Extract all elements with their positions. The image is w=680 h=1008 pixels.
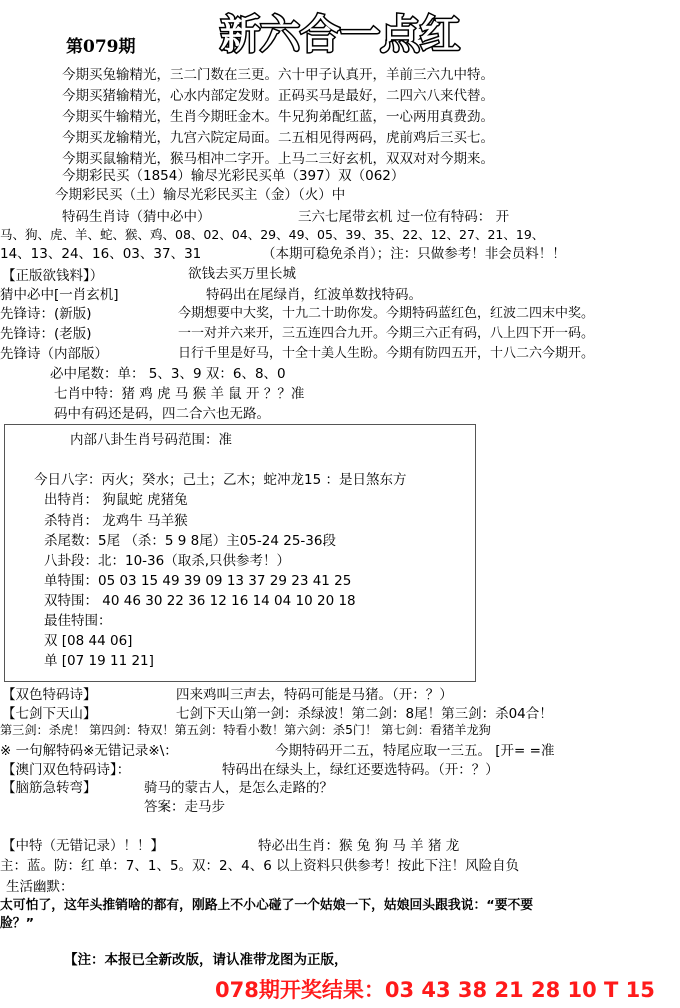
riddle-text: 今期特码开二五，特尾应取一三五。 [开= =准: [275, 743, 555, 759]
humor-line-2: 脸？”: [0, 916, 35, 931]
poem-line: 今期买鼠输精光，猴马相冲二字开。上马二三好玄机，双双对对今期来。: [62, 151, 494, 167]
riddle-label: ※ 一句解特码※无错记录※\：: [0, 743, 178, 759]
colour-poem-label: 【双色特码诗】: [2, 687, 97, 703]
pioneer-label: 先锋诗：(新版): [0, 306, 92, 322]
macau-label: 【澳门双色特码诗】：: [2, 762, 131, 778]
special-label: 特码生肖诗（猜中必中）: [62, 209, 211, 225]
colour-line-2: 今期彩民买（土）输尽光彩民买主（金）（火）中: [55, 187, 346, 203]
box-best-single: 单 [07 19 11 21]: [44, 653, 154, 669]
masthead-logo: [190, 4, 490, 62]
poem-line: 今期买兔输精光，三二门数在三更。六十甲子认真开，羊前三六九中特。: [62, 67, 494, 83]
middle-label: 【中特（无错记录）！！】: [2, 838, 164, 854]
pioneer-label: 先锋诗：(老版): [0, 326, 92, 342]
special-tail: 三六七尾带玄机 过一位有特码： 开: [298, 209, 510, 225]
box-best: 最佳特围：: [44, 613, 112, 629]
code-line: 码中有码还是码，四二合六也无路。: [54, 406, 270, 422]
brain-question: 骑马的蒙古人，是怎么走路的？: [144, 780, 333, 796]
box-single: 单特围：05 03 15 49 39 09 13 37 29 23 41 25: [44, 573, 352, 589]
box-trigram: 八卦段：北：10-36（取杀,只供参考！）: [44, 553, 291, 569]
kill-text: 欲钱去买万里长城: [188, 266, 296, 282]
number-row-left: 14、13、24、16、03、37、31: [0, 246, 202, 262]
edition-note: 【注：本报已全新改版，请认准带龙图为正版，: [64, 952, 348, 968]
number-row-right: （本期可稳免杀肖）；注：只做参考！非会员料！！: [262, 246, 566, 262]
brain-answer: 答案：走马步: [144, 799, 225, 815]
guess-text: 特码出在尾绿肖，红波单数找特码。: [206, 287, 422, 303]
tail-pick: 必中尾数：单： 5、3、9 双：6、8、0: [50, 366, 286, 382]
pioneer-text: 今期想要中大奖，十九二十助你发。今期特码蓝红色，红波二四末中奖。: [178, 306, 595, 321]
kill-label: 【正版欲钱料】）: [2, 268, 104, 284]
humor-label: 生活幽默：: [6, 879, 74, 895]
guess-label: 猜中必中[一肖玄机]: [0, 287, 119, 303]
master-line: 主：蓝。防：红 单：7、1、5。双：2、4、6 以上资料只供参考！按此下注！风险自负: [0, 858, 520, 874]
box-bazi: 今日八字：丙火；癸水；己土；乙木；蛇冲龙15 ：是日煞东方: [34, 472, 407, 488]
sword-label: 【七剑下天山】: [2, 706, 97, 722]
brain-label: 【脑筋急转弯】: [2, 780, 97, 796]
macau-text: 特码出在绿头上，绿红还要选特码。（开：？）: [222, 762, 499, 778]
box-title: 内部八卦生肖号码范围：准: [70, 432, 232, 448]
poem-line: 今期买猪输精光，心水内部定发财。正码买马是最好，二四六八来代替。: [62, 88, 494, 104]
masthead-title: 新六合一点红: [220, 12, 460, 58]
seven-pick: 七肖中特：猪 鸡 虎 马 猴 羊 鼠 开 ？？准: [54, 386, 305, 402]
box-kill: 杀特肖： 龙鸡牛 马羊猴: [44, 513, 188, 529]
pioneer-text: 一一对并六来开，三五连四合九开。今期三六正有码，八上四下开一码。: [178, 326, 595, 341]
pioneer-text: 日行千里是好马，十全十美人生盼。今期有防四五开，十八二六今期开。: [178, 346, 595, 361]
middle-text: 特必出生肖：猴 兔 狗 马 羊 猪 龙: [258, 838, 460, 854]
colour-line-1: 今期彩民买（1854）输尽光彩民买单（397）双（062）: [62, 168, 405, 184]
issue-label: 第079期: [66, 37, 136, 57]
colour-poem-text: 四来鸡叫三声去，特码可能是马猪。（开：？）: [176, 687, 453, 703]
box-tail: 杀尾数：5尾 （杀：5 9 8尾）主05-24 25-36段: [44, 533, 336, 549]
pioneer-label: 先锋诗（内部版）: [0, 346, 108, 362]
humor-line-1: 太可怕了，这年头推销啥的都有，刚路上不小心碰了一个姑娘一下，姑娘回头跟我说：“要不要: [0, 898, 534, 913]
box-double: 双特围： 40 46 30 22 36 12 16 14 04 10 20 18: [44, 593, 356, 609]
sword-line-2: 第三剑：杀虎！ 第四剑：特双！第五剑：特看小数！第六剑：杀5门！ 第七剑：看猪羊龙狗: [0, 723, 491, 737]
zodiac-row: 马、狗、虎、羊、蛇、猴、鸡、08、02、04、29、49、05、39、35、22、12、27、21、19、: [0, 227, 545, 242]
box-out: 出特肖： 狗鼠蛇 虎猪兔: [44, 492, 188, 508]
sword-line-1: 七剑下天山第一剑：杀绿波！第二剑：8尾！第三剑：杀04合！: [176, 706, 553, 722]
poem-line: 今期买龙输精光，九宫六院定局面。二五相见得两码，虎前鸡后三买七。: [62, 130, 494, 146]
poem-line: 今期买牛输精光，生肖今期旺金木。牛兄狗弟配红蓝，一心两用真费劲。: [62, 109, 494, 125]
box-best-double: 双 [08 44 06]: [44, 633, 133, 649]
draw-result: 078期开奖结果：03 43 38 21 28 10 T 15: [215, 978, 655, 1002]
